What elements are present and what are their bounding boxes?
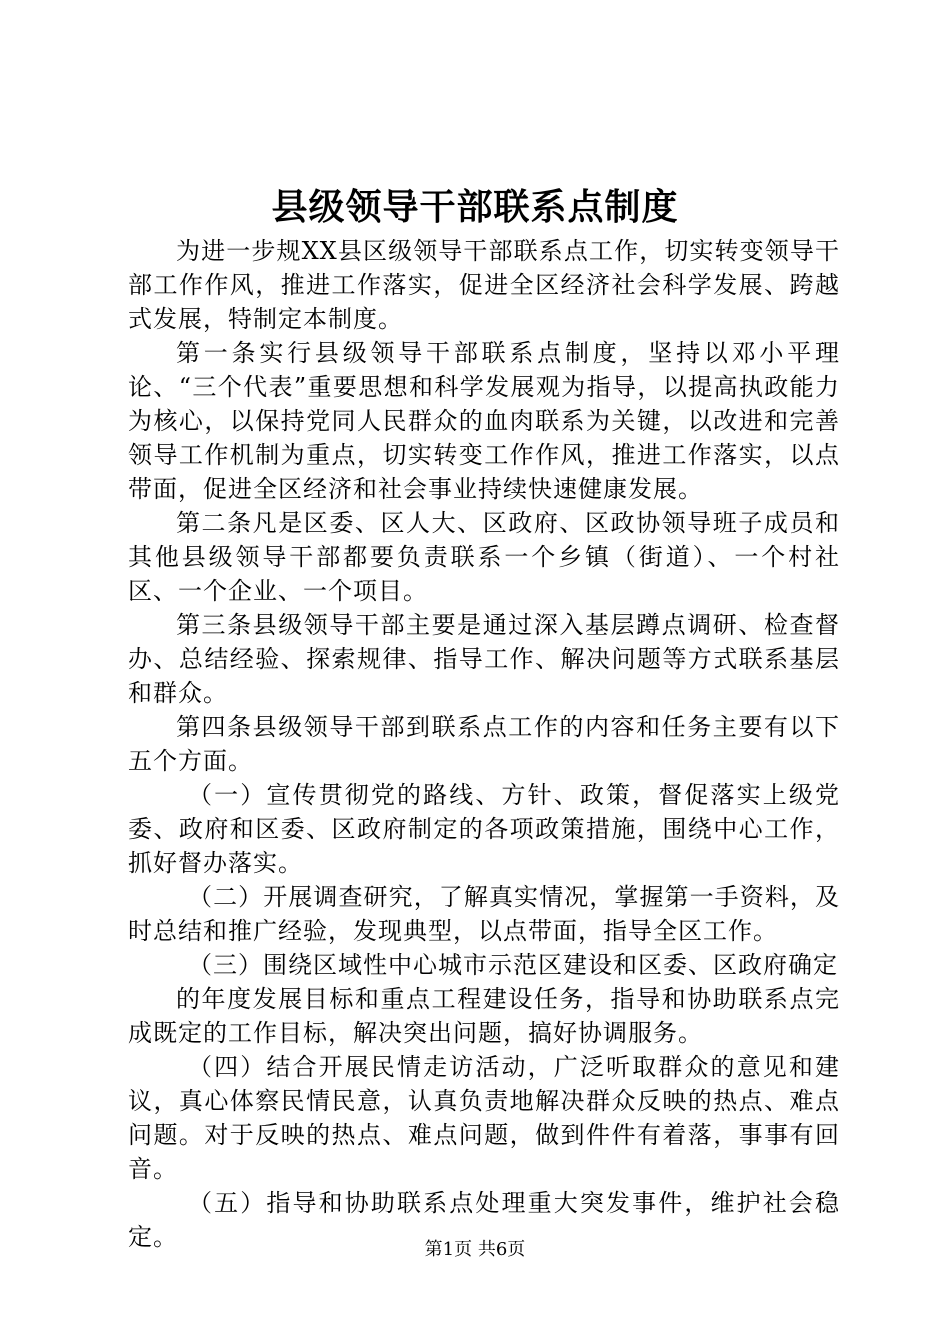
page-number: 第1页 共6页 [424, 1239, 526, 1260]
list-item-4: （四）结合开展民情走访活动，广泛听取群众的意见和建议，真心体察民情民意，认真负责地解决群众反映的热点、难点问题。对于反映的热点、难点问题，做到件件有着落，事事有回音。 [128, 1053, 840, 1183]
list-item-3: （三）围绕区域性中心城市示范区建设和区委、区政府确定 [188, 951, 838, 979]
paragraph-article-4: 第四条县级领导干部到联系点工作的内容和任务主要有以下五个方面。 [128, 713, 840, 775]
list-item-5: （五）指导和协助联系点处理重大突发事件，维护社会稳定。 [128, 1189, 840, 1251]
list-item-3-continuation: 的年度发展目标和重点工程建设任务，指导和协助联系点完成既定的工作目标，解决突出问题，搞好协调服务。 [128, 985, 840, 1047]
list-item-2: （二）开展调查研究，了解真实情况，掌握第一手资料，及时总结和推广经验，发现典型，以点带面，指导全区工作。 [128, 883, 840, 945]
paragraph-article-3: 第三条县级领导干部主要是通过深入基层蹲点调研、检查督办、总结经验、探索规律、指导工作、解决问题等方式联系基层和群众。 [128, 611, 840, 707]
document-body [128, 234, 840, 1254]
list-item-1: （一）宣传贯彻党的路线、方针、政策，督促落实上级党委、政府和区委、区政府制定的各项政策措施，围绕中心工作，抓好督办落实。 [128, 781, 840, 877]
paragraph-article-2: 第二条凡是区委、区人大、区政府、区政协领导班子成员和其他县级领导干部都要负责联系一个乡镇（街道）、一个村社区、一个企业、一个项目。 [128, 509, 840, 605]
document-title: 县级领导干部联系点制度 [271, 187, 679, 228]
paragraph-article-1: 第一条实行县级领导干部联系点制度，坚持以邓小平理论、“三个代表”重要思想和科学发展观为指导，以提高执政能力为核心，以保持党同人民群众的血肉联系为关键，以改进和完善领导工作机制为重点，切实转变工作作风，推进工作落实，以点带面，促进全区经济和社会事业持续快速健康发展。 [128, 339, 840, 503]
paragraph-intro: 为进一步规XX县区级领导干部联系点工作，切实转变领导干部工作作风，推进工作落实，促进全区经济社会科学发展、跨越式发展，特制定本制度。 [128, 237, 840, 333]
